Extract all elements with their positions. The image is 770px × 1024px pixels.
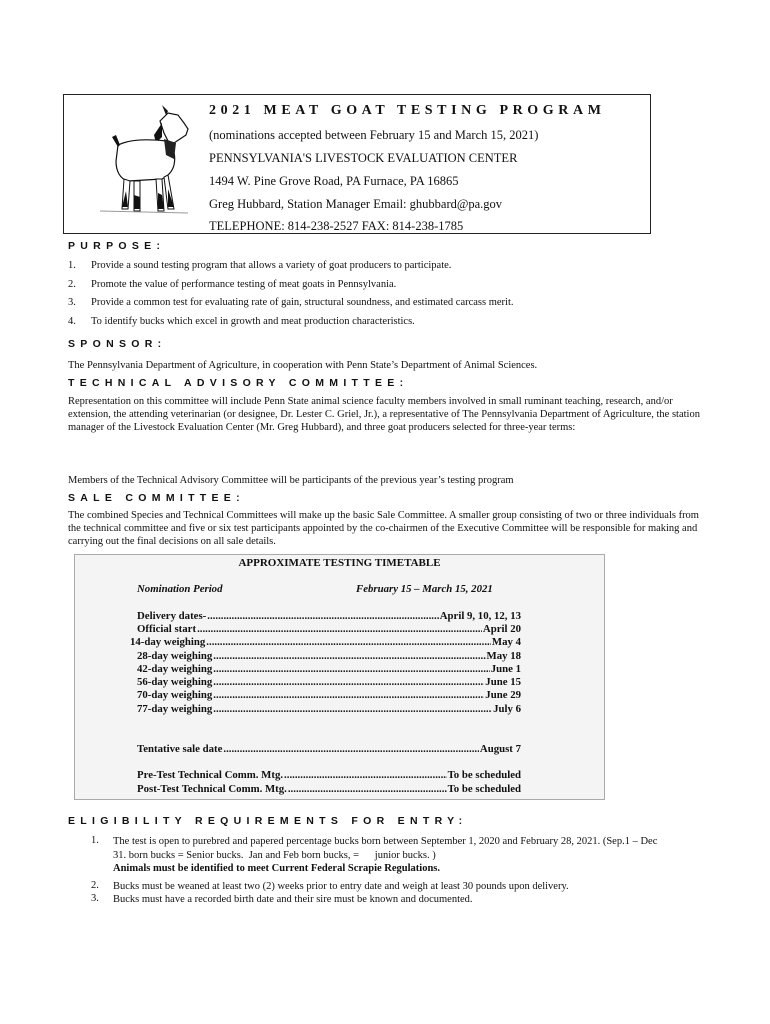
timetable-row-value: To be scheduled xyxy=(447,769,521,781)
purpose-heading: PURPOSE: xyxy=(68,240,166,252)
header-box xyxy=(63,94,651,234)
purpose-num-1: 1. xyxy=(68,260,76,271)
sponsor-heading: SPONSOR: xyxy=(68,338,167,350)
timetable-row-value: May 18 xyxy=(486,650,521,662)
timetable-row xyxy=(137,650,521,662)
timetable-row-value: To be scheduled xyxy=(447,783,521,795)
eligibility-num-2: 2. xyxy=(91,880,99,891)
timetable-row-label: 14-day weighing xyxy=(130,636,206,648)
eligibility-item-1-line-2: 31. born bucks = Senior bucks. Jan and Feb born bucks, = junior bucks. ) xyxy=(113,850,436,861)
timetable-row xyxy=(137,623,521,635)
timetable-row-value: July 6 xyxy=(493,703,521,715)
eligibility-num-3: 3. xyxy=(91,893,99,904)
timetable-row-label: Post-Test Technical Comm. Mtg. xyxy=(137,783,287,795)
timetable-row-label: 28-day weighing xyxy=(137,650,213,662)
purpose-item-3: Provide a common test for evaluating rate of gain, structural soundness, and estimated carcass merit. xyxy=(91,297,514,308)
purpose-num-4: 4. xyxy=(68,316,76,327)
center-address: 1494 W. Pine Grove Road, PA Furnace, PA 16865 xyxy=(209,174,459,188)
timetable-row xyxy=(137,689,521,701)
timetable-row-value: May 4 xyxy=(491,636,521,648)
nomination-period-label: Nomination Period xyxy=(137,583,223,595)
purpose-num-3: 3. xyxy=(68,297,76,308)
purpose-item-2: Promote the value of performance testing of meat goats in Pennsylvania. xyxy=(91,279,397,290)
timetable-row-label: Pre-Test Technical Comm. Mtg. xyxy=(137,769,284,781)
eligibility-item-3: Bucks must have a recorded birth date and their sire must be known and documented. xyxy=(113,894,473,905)
timetable-row-value: June 29 xyxy=(485,689,521,701)
timetable-row-value: June 15 xyxy=(485,676,521,688)
tac-members: Members of the Technical Advisory Committee will be participants of the previous year’s testing program xyxy=(68,475,514,486)
sponsor-text: The Pennsylvania Department of Agriculture, in cooperation with Penn State’s Department of Animal Sciences. xyxy=(68,360,538,371)
nomination-period-value: February 15 – March 15, 2021 xyxy=(356,583,493,595)
sale-committee-text: The combined Species and Technical Committees will make up the basic Sale Committee. A smaller group consisting of two or three individuals from the technical committee and five or six test participants appointed by the co-chairmen of the Executive Committee will be responsible for making and carrying out the final decisions on all sale details. xyxy=(68,510,699,547)
eligibility-heading: ELIGIBILITY REQUIREMENTS FOR ENTRY: xyxy=(68,815,468,827)
purpose-item-1: Provide a sound testing program that allows a variety of goat producers to participate. xyxy=(91,260,452,271)
timetable-row-label: 77-day weighing xyxy=(137,703,213,715)
center-name: PENNSYLVANIA'S LIVESTOCK EVALUATION CENTER xyxy=(209,151,518,165)
timetable-row-label: Official start xyxy=(137,623,197,635)
timetable-row xyxy=(137,610,521,622)
post-test-row xyxy=(137,783,521,795)
timetable-row xyxy=(137,663,521,675)
pre-test-row xyxy=(137,769,521,781)
timetable-row-label: Tentative sale date xyxy=(137,743,223,755)
timetable-row xyxy=(137,676,521,688)
timetable-row-label: 70-day weighing xyxy=(137,689,213,701)
timetable-row-value: April 9, 10, 12, 13 xyxy=(439,610,521,622)
timetable-row-value: June 1 xyxy=(490,663,521,675)
eligibility-item-2: Bucks must be weaned at least two (2) weeks prior to entry date and weigh at least 30 pounds upon delivery. xyxy=(113,881,569,892)
tac-text: Representation on this committee will include Penn State animal science faculty members involved in small ruminant teaching, research, and/or extension, the attending veterinarian (or designee, Dr. Lester C. Griel, Jr.), a representative of The Pennsylvania Department of Agriculture, the station manager of the Livestock Evaluation Center (Mr. Greg Hubbard), and three goat producers selected for three-year terms: xyxy=(68,396,700,433)
timetable-row-label: 42-day weighing xyxy=(137,663,213,675)
timetable-row-value: April 20 xyxy=(482,623,521,635)
tac-heading: TECHNICAL ADVISORY COMMITTEE: xyxy=(68,377,409,389)
timetable-row-label: Delivery dates- xyxy=(137,610,207,622)
timetable-row xyxy=(130,636,521,648)
timetable-row-label: 56-day weighing xyxy=(137,676,213,688)
timetable-row xyxy=(137,703,521,715)
purpose-item-4: To identify bucks which excel in growth and meat production characteristics. xyxy=(91,316,415,327)
timetable-title: APPROXIMATE TESTING TIMETABLE xyxy=(238,557,441,569)
eligibility-scrapie-note: Animals must be identified to meet Current Federal Scrapie Regulations. xyxy=(113,863,441,874)
telephone-fax: TELEPHONE: 814-238-2527 FAX: 814-238-1785 xyxy=(209,219,464,233)
purpose-num-2: 2. xyxy=(68,279,76,290)
eligibility-num-1: 1. xyxy=(91,835,99,846)
goat-illustration xyxy=(88,99,194,225)
tentative-sale-row xyxy=(137,743,521,755)
timetable-row-value: August 7 xyxy=(479,743,521,755)
timetable-box xyxy=(74,554,605,800)
eligibility-item-1-line-1: The test is open to purebred and papered percentage bucks born between September 1, 2020 and February 28, 2021. (Sep.1 – Dec xyxy=(113,836,658,847)
program-title: 2021 MEAT GOAT TESTING PROGRAM xyxy=(209,103,606,118)
station-manager: Greg Hubbard, Station Manager Email: ghubbard@pa.gov xyxy=(209,197,503,211)
sale-committee-heading: SALE COMMITTEE: xyxy=(68,492,245,504)
nominations-window: (nominations accepted between February 15 and March 15, 2021) xyxy=(209,128,539,142)
